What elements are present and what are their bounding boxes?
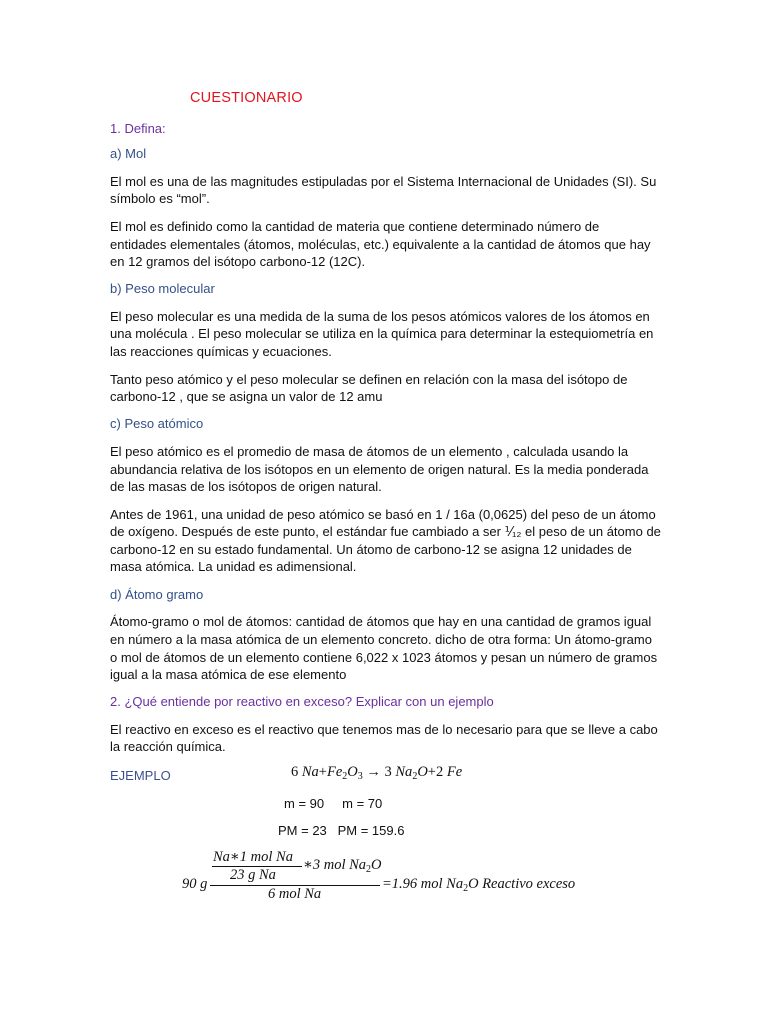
- atomo-gramo-paragraph-line-4: igual a la masa atómica de ese elemento: [110, 667, 347, 682]
- peso-atomico-paragraph-2-line-3: carbono-12 en su estado fundamental. Un átomo de carbono-12 se asigna 12 unidades de: [110, 542, 632, 557]
- peso-molecular-paragraph-1-line-3: las reacciones químicas y ecuaciones.: [110, 344, 332, 359]
- question-2-heading: 2. ¿Qué entiende por reactivo en exceso? Explicar con un ejemplo: [110, 694, 494, 709]
- reactivo-paragraph-line-1: El reactivo en exceso es el reactivo que tenemos mas de lo necesario para que se lleve a cabo: [110, 722, 658, 737]
- atomo-gramo-paragraph-line-2: en número a la masa atómica de un elemento concreto. dicho de otra forma: Un átomo-gramo: [110, 632, 652, 647]
- peso-molecular-paragraph-2-line-2: carbono-12 , que se asigna un valor de 12 amu: [110, 389, 383, 404]
- example-label: EJEMPLO: [110, 768, 171, 783]
- reactivo-paragraph-line-2: la reacción química.: [110, 739, 226, 754]
- masses-line: m = 90 m = 70: [284, 796, 383, 811]
- mol-paragraph-2-line-1: El mol es definido como la cantidad de materia que contiene determinado número de: [110, 219, 600, 234]
- peso-atomico-paragraph-2-line-2: de oxígeno. Después de este punto, el estándar fue cambiado a ser ⅟₁₂ el peso de un átomo de: [110, 524, 661, 539]
- molar-mass-line: PM = 23 PM = 159.6: [278, 823, 405, 838]
- peso-molecular-paragraph-1-line-2: una molécula . El peso molecular se utiliza en la química para determinar la estequiometría en: [110, 326, 654, 341]
- section-b-heading: b) Peso molecular: [110, 281, 215, 296]
- question-1-heading: 1. Defina:: [110, 121, 166, 136]
- calc-outer-denominator: 6 mol Na: [268, 886, 322, 902]
- mol-paragraph-2-line-2: entidades elementales (átomos, moléculas, etc.) equivalente a la cantidad de átomos que hay: [110, 237, 651, 252]
- calc-inner-denominator: 23 g Na: [230, 867, 276, 883]
- peso-atomico-paragraph-1-line-1: El peso atómico es el promedio de masa de átomos de un elemento , calculada usando la: [110, 444, 629, 459]
- atomo-gramo-paragraph-line-3: o mol de átomos de un elemento contiene 6,022 x 1023 átomos y pesan un número de gramos: [110, 650, 658, 665]
- peso-atomico-paragraph-1-line-2: abundancia relativa de los isótopos en un elemento de origen natural. Es la media ponderada: [110, 462, 649, 477]
- section-c-heading: c) Peso atómico: [110, 416, 204, 431]
- mol-paragraph-1-line-2: símbolo es “mol”.: [110, 191, 210, 206]
- peso-atomico-paragraph-2-line-1: Antes de 1961, una unidad de peso atómico se basó en 1 / 16a (0,0625) del peso de un átomo: [110, 507, 656, 522]
- peso-molecular-paragraph-2-line-1: Tanto peso atómico y el peso molecular se definen en relación con la masa del isótopo de: [110, 372, 628, 387]
- mol-paragraph-2-line-3: en 12 gramos del isótopo carbono-12 (12C).: [110, 254, 366, 269]
- section-a-heading: a) Mol: [110, 146, 147, 161]
- calc-times-na2o: ∗3 mol $Na_2O$: [303, 857, 382, 875]
- peso-atomico-paragraph-1-line-3: de las masas de los isótopos de origen natural.: [110, 479, 382, 494]
- chemical-equation: 6 $Na+Fe_2O_3 \to 3$ $Na_2O+2$ Fe: [291, 764, 463, 782]
- mol-paragraph-1-line-1: El mol es una de las magnitudes estipuladas por el Sistema Internacional de Unidades (SI). Su: [110, 174, 657, 189]
- calc-lead-mass: 90 g: [182, 876, 208, 892]
- calc-inner-numerator: Na∗1 mol Na: [213, 849, 293, 865]
- section-d-heading: d) Átomo gramo: [110, 587, 204, 602]
- peso-atomico-paragraph-2-line-4: masa atómica. La unidad es adimensional.: [110, 559, 357, 574]
- page-title: CUESTIONARIO: [190, 90, 303, 106]
- atomo-gramo-paragraph-line-1: Átomo-gramo o mol de átomos: cantidad de átomos que hay en una cantidad de gramos igual: [110, 614, 652, 629]
- calc-result: =1.96 mol $Na_2O$ Reactivo exceso: [382, 876, 576, 894]
- peso-molecular-paragraph-1-line-1: El peso molecular es una medida de la suma de los pesos atómicos valores de los átomos en: [110, 309, 650, 324]
